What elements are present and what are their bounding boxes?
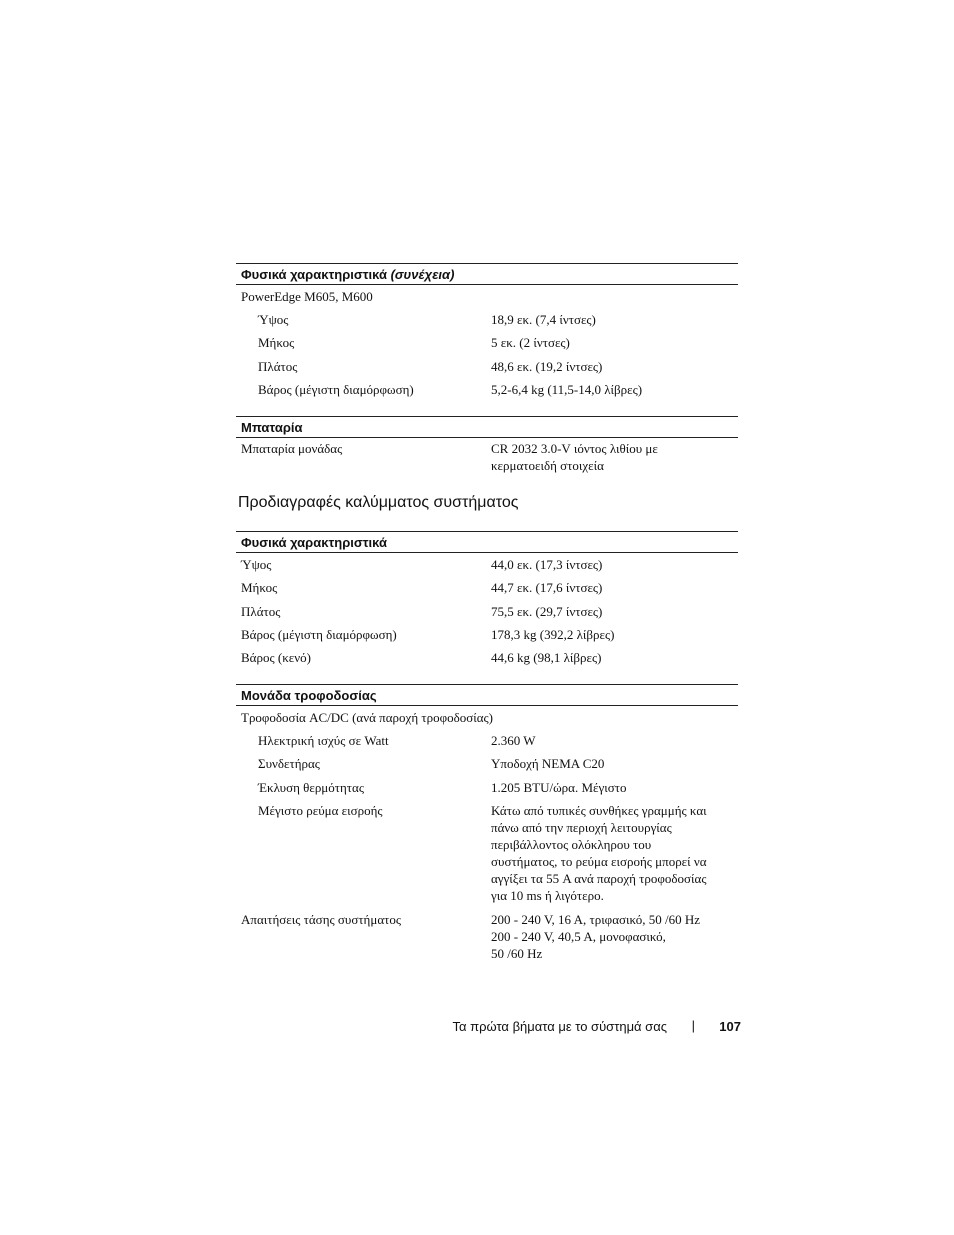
section-header-psu [236, 684, 738, 706]
page-subtitle: Προδιαγραφές καλύμματος συστήματος [238, 494, 519, 511]
page-footer [300, 1019, 741, 1039]
value-line: πάνω από την περιοχή λειτουργίας [491, 820, 672, 835]
value-line: κερματοειδή στοιχεία [491, 458, 604, 473]
value-line: αγγίξει τα 55 A ανά παροχή τροφοδοσίας [491, 871, 707, 886]
row-label: Βάρος (μέγιστη διαμόρφωση) [241, 627, 397, 642]
row-value: 75,5 εκ. (29,7 ίντσες) [491, 604, 603, 619]
section-title: Φυσικά χαρακτηριστικά [241, 267, 387, 282]
row-value: 1.205 BTU/ώρα. Μέγιστο [491, 780, 627, 795]
row-label: Βάρος (κενό) [241, 650, 311, 665]
row-value: 44,6 kg (98,1 λίβρες) [491, 650, 602, 665]
row-value: 178,3 kg (392,2 λίβρες) [491, 627, 615, 642]
section-header-physical [236, 531, 738, 553]
row-value: 2.360 W [491, 733, 536, 748]
section-header-physical-continued [236, 263, 738, 285]
section-title: Φυσικά χαρακτηριστικά [241, 535, 387, 550]
row-label: Έκλυση θερμότητας [258, 780, 364, 795]
row-value: 5,2-6,4 kg (11,5-14,0 λίβρες) [491, 382, 643, 397]
value-line: CR 2032 3.0-V ιόντος λιθίου με [491, 441, 658, 456]
row-value: 44,0 εκ. (17,3 ίντσες) [491, 557, 603, 572]
value-line: συστήματος, το ρεύμα εισροής μπορεί να [491, 854, 707, 869]
row-label: Μπαταρία μονάδας [241, 441, 343, 456]
row-value: 18,9 εκ. (7,4 ίντσες) [491, 312, 596, 327]
row-label: Μέγιστο ρεύμα εισροής [258, 803, 383, 818]
section-title: Μπαταρία [241, 420, 303, 435]
row-label: Απαιτήσεις τάσης συστήματος [241, 912, 402, 927]
row-value: Υποδοχή NEMA C20 [491, 756, 605, 771]
section-title-suffix: (συνέχεια) [390, 267, 455, 282]
row-value: 44,7 εκ. (17,6 ίντσες) [491, 580, 603, 595]
value-line: για 10 ms ή λιγότερο. [491, 888, 604, 903]
row-value: 48,6 εκ. (19,2 ίντσες) [491, 359, 603, 374]
row-value [491, 911, 736, 962]
row-label: Πλάτος [258, 359, 298, 374]
footer-title: Τα πρώτα βήματα με το σύστημά σας [452, 1019, 667, 1034]
row-label: Συνδετήρας [258, 756, 320, 771]
row-label: Βάρος (μέγιστη διαμόρφωση) [258, 382, 414, 397]
row-label: Ύψος [241, 557, 272, 572]
section-header-battery [236, 416, 738, 438]
footer-separator: | [691, 1018, 695, 1033]
row-value [491, 802, 736, 904]
group-label: Τροφοδοσία AC/DC (ανά παροχή τροφοδοσίας) [241, 710, 493, 725]
section-title: Μονάδα τροφοδοσίας [241, 688, 377, 703]
row-value [491, 440, 736, 474]
row-label: Μήκος [241, 580, 278, 595]
row-label: Ύψος [258, 312, 289, 327]
value-line: 200 - 240 V, 16 A, τριφασικό, 50 /60 Hz [491, 912, 701, 927]
row-label: Ηλεκτρική ισχύς σε Watt [258, 733, 389, 748]
page-number: 107 [719, 1019, 741, 1034]
value-line: 200 - 240 V, 40,5 A, μονοφασικό, [491, 929, 666, 944]
row-label: Πλάτος [241, 604, 281, 619]
value-line: περιβάλλοντος ολόκληρου του [491, 837, 652, 852]
value-line: Κάτω από τυπικές συνθήκες γραμμής και [491, 803, 707, 818]
value-line: 50 /60 Hz [491, 946, 543, 961]
group-label: PowerEdge M605, M600 [241, 289, 373, 304]
row-value: 5 εκ. (2 ίντσες) [491, 335, 570, 350]
row-label: Μήκος [258, 335, 295, 350]
